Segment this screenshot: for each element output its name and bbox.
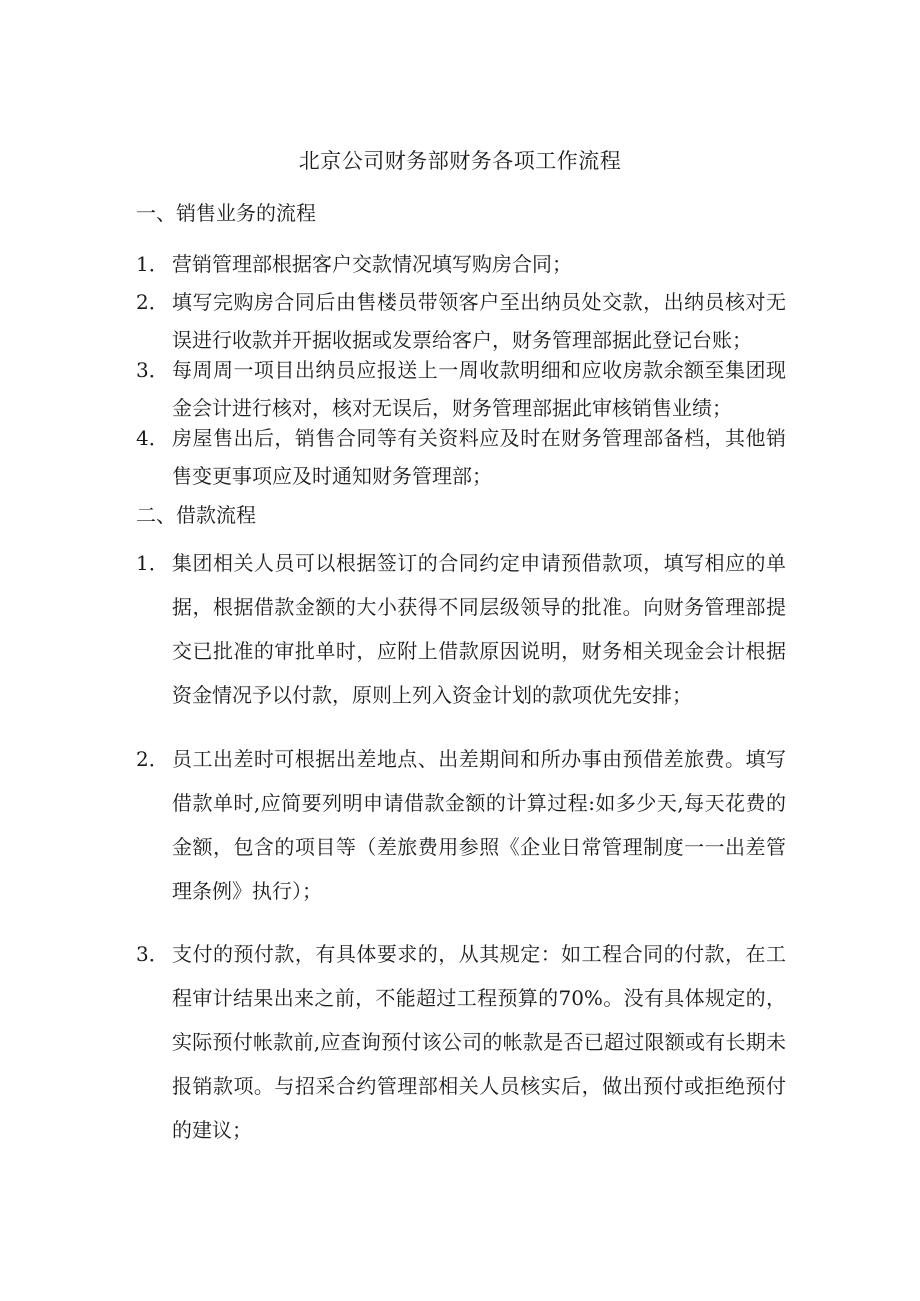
item-text: 员工出差时可根据出差地点、出差期间和所办事由预借差旅费。填写借款单时,应简要列明申请借款金额的计算过程:如多少天,每天花费的金额，包含的项目等（差旅费用参照《企业日常管理制度一一出差管理条例》执行）；: [172, 747, 786, 903]
item-number: 3．: [136, 942, 169, 966]
document-title: 北京公司财务部财务各项工作流程: [298, 149, 622, 173]
item-text: 支付的预付款，有具体要求的，从其规定：如工程合同的付款，在工程审计结果出来之前，不能超过工程预算的70%。没有具体规定的，实际预付帐款前,应查询预付该公司的帐款是否已超过限额或有长期未报销款项。与招采合约管理部相关人员核实后，做出预付或拒绝预付的建议；: [172, 942, 786, 1142]
item-number: 3．: [136, 358, 169, 382]
sales-item-2: [136, 283, 786, 359]
sales-item-3: [136, 351, 786, 427]
item-number: 2．: [136, 747, 169, 771]
item-text: 集团相关人员可以根据签订的合同约定申请预借款项，填写相应的单据，根据借款金额的大小获得不同层级领导的批准。向财务管理部提交已批准的审批单时，应附上借款原因说明，财务相关现金会计根据资金情况予以付款，原则上列入资金计划的款项优先安排；: [172, 551, 786, 707]
sales-item-1: [136, 245, 786, 283]
section-heading-sales: 一、销售业务的流程: [136, 201, 316, 225]
section-heading-loan: 二、借款流程: [136, 503, 256, 527]
sales-item-4: [136, 419, 786, 495]
item-number: 1．: [136, 551, 169, 575]
item-number: 2．: [136, 290, 169, 314]
item-number: 4．: [136, 426, 169, 450]
item-text: 房屋售出后，销售合同等有关资料应及时在财务管理部备档，其他销售变更事项应及时通知财务管理部；: [172, 426, 786, 488]
item-text: 营销管理部根据客户交款情况填写购房合同；: [172, 252, 572, 276]
item-number: 1．: [136, 252, 169, 276]
loan-item-3: [136, 932, 786, 1152]
loan-item-1: [136, 541, 786, 717]
item-text: 每周周一项目出纳员应报送上一周收款明细和应收房款余额至集团现金会计进行核对，核对无误后，财务管理部据此审核销售业绩；: [172, 358, 786, 420]
item-text: 填写完购房合同后由售楼员带领客户至出纳员处交款，出纳员核对无误进行收款并开据收据或发票给客户，财务管理部据此登记台账；: [172, 290, 786, 352]
loan-item-2: [136, 737, 786, 913]
